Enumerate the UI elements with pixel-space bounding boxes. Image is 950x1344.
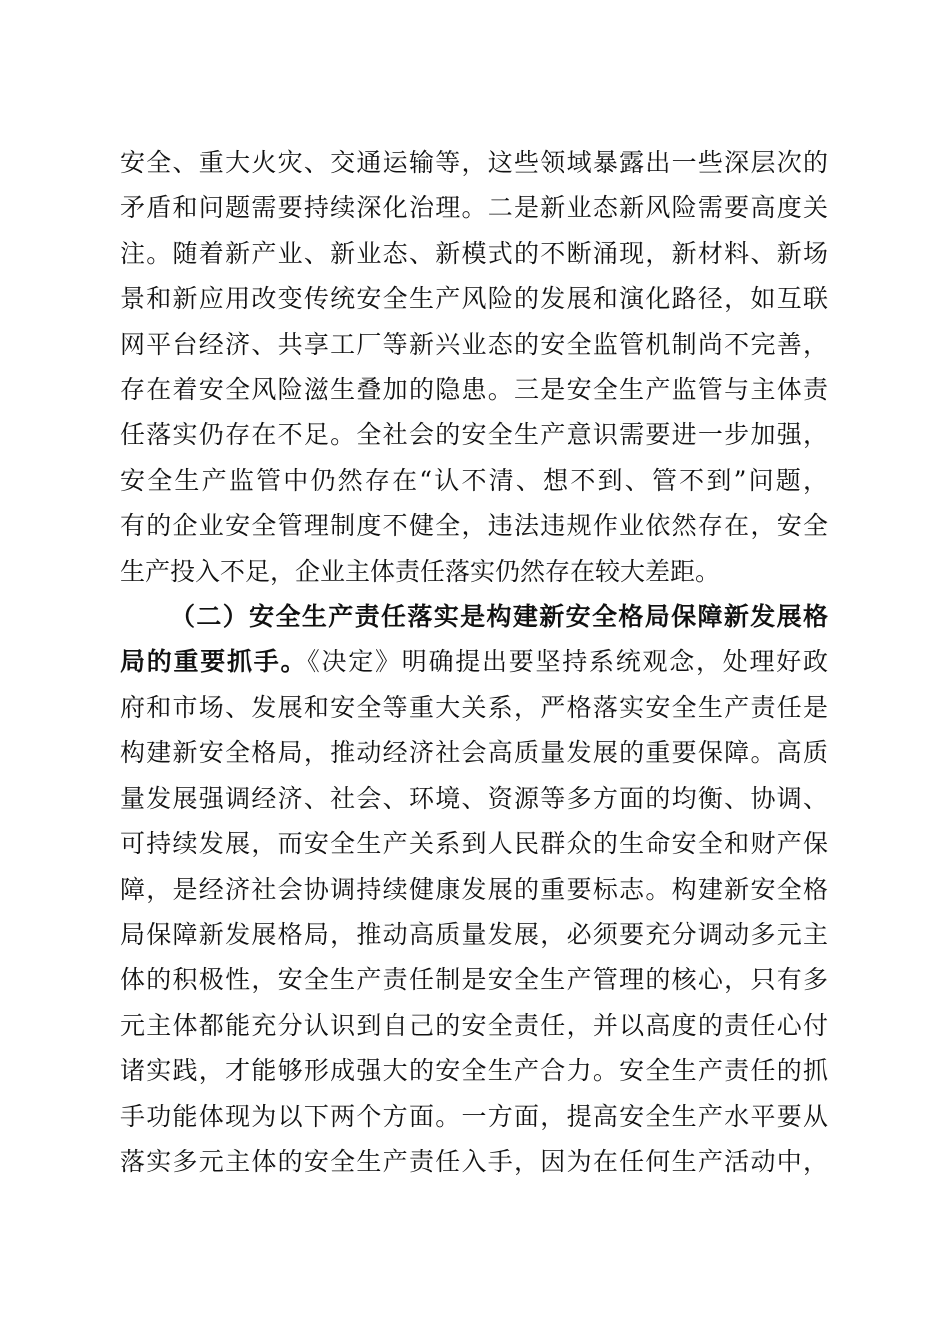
- text-line: 存在着安全风险滋生叠加的隐患。三是安全生产监管与主体责: [120, 375, 828, 405]
- text-line: 可持续发展，而安全生产关系到人民群众的生命安全和财产保: [120, 829, 828, 859]
- text-line: 体的积极性，安全生产责任制是安全生产管理的核心，只有多: [120, 965, 828, 995]
- text-line: 局保障新发展格局，推动高质量发展，必须要充分调动多元主: [120, 919, 828, 949]
- text-run: 《决定》明确提出要坚持系统观念，处理好政: [307, 647, 828, 677]
- text-line: 量发展强调经济、社会、环境、资源等多方面的均衡、协调、: [120, 783, 828, 813]
- section-heading-continuation: 局的重要抓手。: [120, 647, 308, 677]
- text-line: 府和市场、发展和安全等重大关系，严格落实安全生产责任是: [120, 692, 828, 722]
- text-line: 网平台经济、共享工厂等新兴业态的安全监管机制尚不完善，: [120, 329, 828, 359]
- text-line: 矛盾和问题需要持续深化治理。二是新业态新风险需要高度关: [120, 193, 828, 223]
- text-line: 注。随着新产业、新业态、新模式的不断涌现，新材料、新场: [120, 238, 828, 268]
- text-line: 构建新安全格局，推动经济社会高质量发展的重要保障。高质: [120, 738, 828, 768]
- text-line: 诸实践，才能够形成强大的安全生产合力。安全生产责任的抓: [120, 1056, 828, 1086]
- text-line: 景和新应用改变传统安全生产风险的发展和演化路径，如互联: [120, 284, 828, 314]
- text-line: 生产投入不足，企业主体责任落实仍然存在较大差距。: [120, 556, 721, 586]
- text-line: 安全生产监管中仍然存在“认不清、想不到、管不到”问题，: [120, 465, 828, 495]
- text-line: 手功能体现为以下两个方面。一方面，提高安全生产水平要从: [120, 1101, 828, 1131]
- text-line-mixed: [120, 639, 828, 684]
- text-line: 安全、重大火灾、交通运输等，这些领域暴露出一些深层次的: [120, 148, 828, 177]
- text-line: 落实多元主体的安全生产责任入手，因为在任何生产活动中，: [120, 1146, 828, 1176]
- text-line: 有的企业安全管理制度不健全，违法违规作业依然存在，安全: [120, 511, 828, 541]
- document-body: [120, 140, 828, 1184]
- text-line: 障，是经济社会协调持续健康发展的重要标志。构建新安全格: [120, 874, 828, 904]
- text-line: 任落实仍存在不足。全社会的安全生产意识需要进一步加强，: [120, 420, 828, 450]
- section-heading: （二）安全生产责任落实是构建新安全格局保障新发展格: [170, 602, 828, 632]
- text-line: 元主体都能充分认识到自己的安全责任，并以高度的责任心付: [120, 1010, 828, 1040]
